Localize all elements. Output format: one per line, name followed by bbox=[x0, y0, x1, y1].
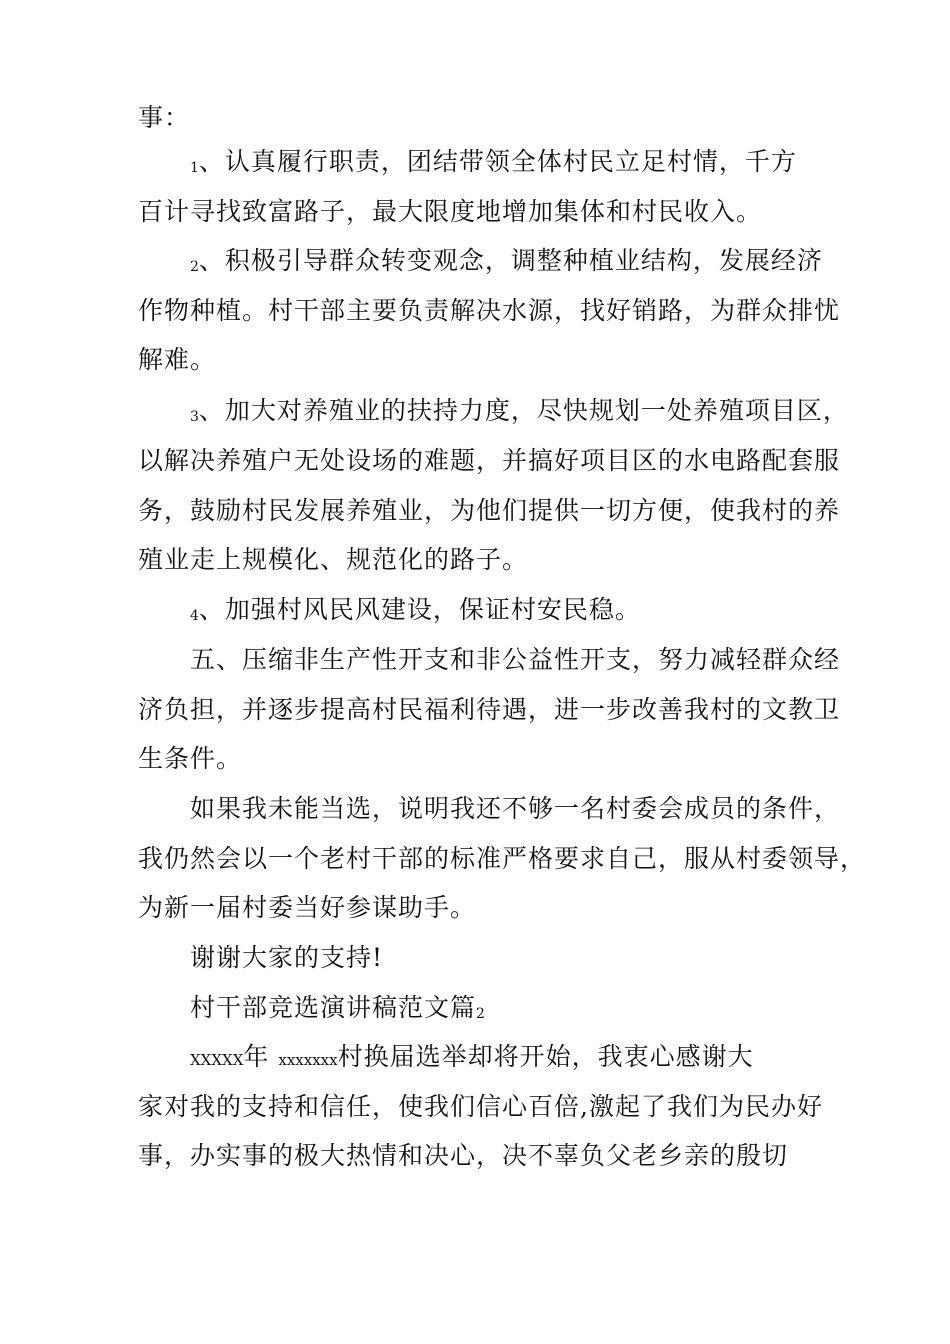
text-line: 济负担，并逐步提高村民福利待遇，进一步改善我村的文教卫 bbox=[138, 695, 841, 724]
paragraph-intro: XXXXX年 xxxxxxx村换届选举却将开始，我衷心感谢大 bbox=[190, 1042, 754, 1071]
paragraph-five: 五、压缩非生产性开支和非公益性开支，努力减轻群众经 bbox=[190, 645, 841, 674]
text-line: 作物种植。村干部主要负责解决水源，找好销路，为群众排忧 bbox=[138, 296, 841, 325]
text-line: 我仍然会以一个老村干部的标准严格要求自己，服从村委领导， bbox=[138, 844, 867, 873]
thanks-line: 谢谢大家的支持! bbox=[190, 943, 384, 972]
text-line: 殖业走上规模化、规范化的路子。 bbox=[138, 545, 529, 574]
text-line: 以解决养殖户无处设场的难题，并搞好项目区的水电路配套服 bbox=[138, 446, 841, 475]
text-line: 解难。 bbox=[138, 345, 217, 374]
text-line: 事： bbox=[138, 103, 191, 132]
paragraph-conclusion: 如果我未能当选，说明我还不够一名村委会成员的条件， bbox=[190, 794, 841, 823]
text-line: 务，鼓励村民发展养殖业，为他们提供一切方便，使我村的养 bbox=[138, 496, 841, 525]
list-item-4: 4、加强村风民风建设，保证村安民稳。 bbox=[190, 595, 641, 624]
text-line: 为新一届村委当好参谋助手。 bbox=[138, 893, 477, 922]
text-line: 百计寻找致富路子，最大限度地增加集体和村民收入。 bbox=[138, 197, 763, 226]
list-item-2: 2、积极引导群众转变观念，调整种植业结构，发展经济 bbox=[190, 246, 823, 275]
list-item-3: 3、加大对养殖业的扶持力度，尽快规划一处养殖项目区， bbox=[190, 396, 849, 425]
text-line: 事，办实事的极大热情和决心，决不辜负父老乡亲的殷切 bbox=[138, 1141, 789, 1170]
section-heading: 村干部竞选演讲稿范文篇2 bbox=[190, 993, 485, 1022]
text-line: 生条件。 bbox=[138, 744, 243, 773]
text-line: 家对我的支持和信任，使我们信心百倍,激起了我们为民办好 bbox=[138, 1092, 823, 1121]
list-item-1: 1、认真履行职责，团结带领全体村民立足村情，千方 bbox=[190, 147, 797, 176]
